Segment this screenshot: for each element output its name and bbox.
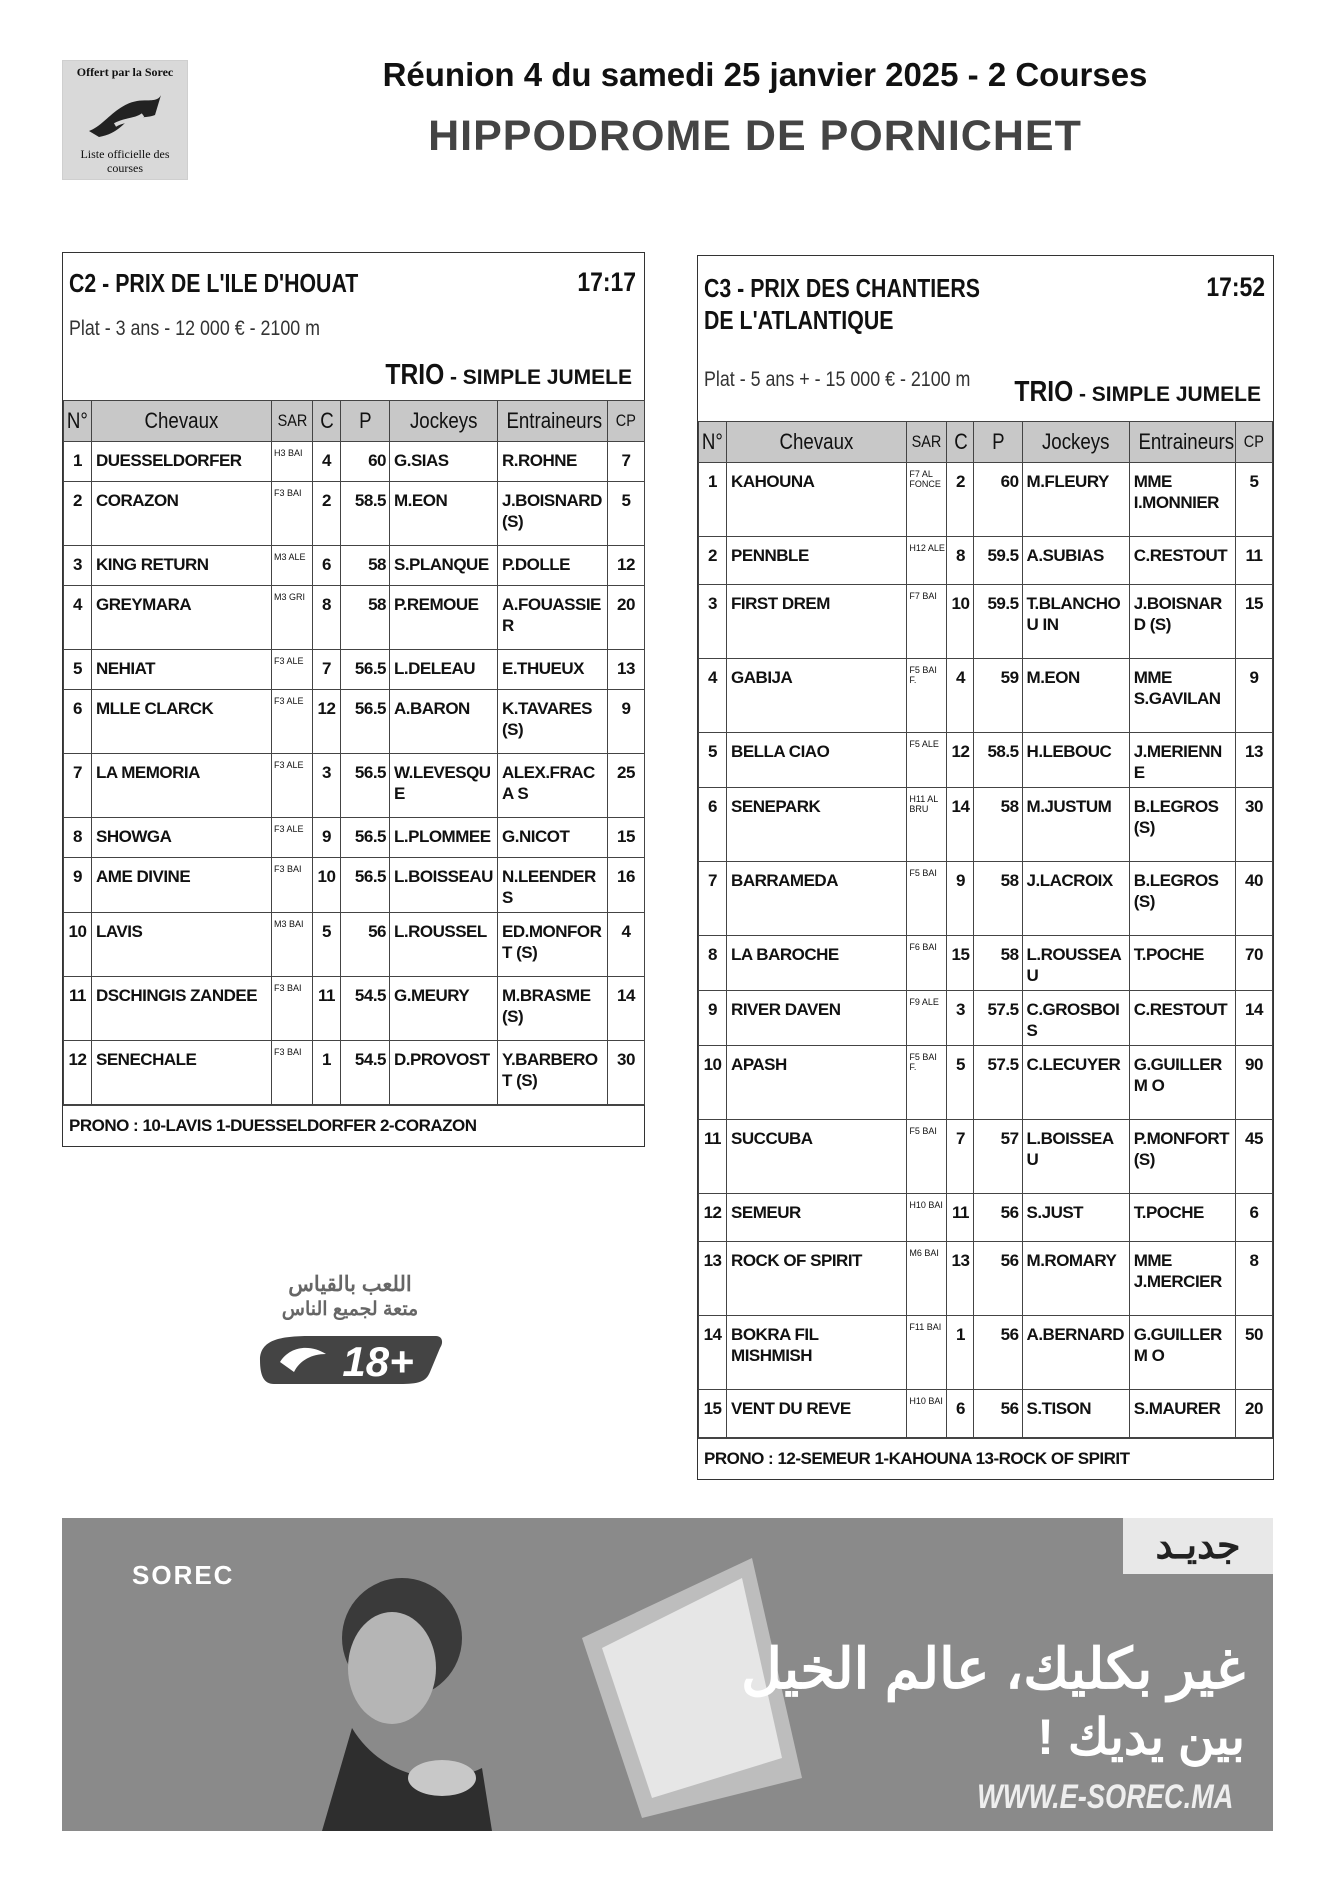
weight: 56 [341, 913, 390, 977]
stall: 1 [947, 1316, 974, 1390]
trainer: MME I.MONNIER [1129, 463, 1235, 537]
bet-trio: TRIO [385, 359, 445, 391]
prono: PRONO : 12-SEMEUR 1-KAHOUNA 13-ROCK OF SPIRIT [698, 1438, 1273, 1479]
sar-code: F3 BAI [272, 977, 313, 1041]
age-18-icon [250, 1332, 446, 1388]
runner-number: 8 [64, 818, 92, 858]
table-row [699, 1194, 1273, 1242]
col-cp: CP [1235, 422, 1272, 463]
trainer: G.GUILLERM O [1129, 1316, 1235, 1390]
table-row [699, 1046, 1273, 1120]
prono: PRONO : 10-LAVIS 1-DUESSELDORFER 2-CORAZON [63, 1105, 644, 1146]
col-num: N° [64, 401, 92, 442]
stall: 4 [947, 659, 974, 733]
weight: 56.5 [341, 754, 390, 818]
table-row [64, 818, 645, 858]
table-row [64, 442, 645, 482]
trainer: E.THUEUX [498, 650, 608, 690]
stall: 6 [313, 546, 341, 586]
runner-number: 8 [699, 936, 727, 991]
horse-name: FIRST DREM [727, 585, 907, 659]
jockey: G.MEURY [390, 977, 498, 1041]
col-cp: CP [608, 401, 645, 442]
jockey: T.BLANCHOU IN [1022, 585, 1129, 659]
sar-code: F5 BAI [907, 862, 947, 936]
sar-code: F7 AL FONCE [907, 463, 947, 537]
trainer: C.RESTOUT [1129, 537, 1235, 585]
horse-logo-icon [85, 85, 165, 145]
table-row [64, 858, 645, 913]
horse-name: AME DIVINE [92, 858, 272, 913]
bet-trio: TRIO [1014, 376, 1074, 408]
sorec-logo [62, 60, 188, 180]
col-c: C [313, 401, 341, 442]
stall: 9 [313, 818, 341, 858]
stall: 12 [947, 733, 974, 788]
table-row [699, 862, 1273, 936]
jockey: H.LEBOUC [1022, 733, 1129, 788]
horse-name: MLLE CLARCK [92, 690, 272, 754]
sar-code: H3 BAI [272, 442, 313, 482]
runner-number: 12 [64, 1041, 92, 1105]
jockey: G.SIAS [390, 442, 498, 482]
odds-cp: 8 [1235, 1242, 1272, 1316]
sar-code: F3 BAI [272, 482, 313, 546]
col-sar: SAR [272, 401, 313, 442]
race-time: 17:17 [577, 267, 636, 297]
horse-name: DUESSELDORFER [92, 442, 272, 482]
weight: 57 [974, 1120, 1022, 1194]
runner-number: 7 [699, 862, 727, 936]
odds-cp: 7 [608, 442, 645, 482]
table-row [699, 1120, 1273, 1194]
trainer: S.MAURER [1129, 1390, 1235, 1438]
stall: 12 [313, 690, 341, 754]
jockey: L.ROUSSEL [390, 913, 498, 977]
jockey: S.TISON [1022, 1390, 1129, 1438]
banner-url[interactable]: WWW.E-SOREC.MA [976, 1778, 1233, 1816]
table-header-row [64, 401, 645, 442]
table-row [699, 1390, 1273, 1438]
logo-caption-bottom: Liste officielle des courses [80, 147, 170, 175]
odds-cp: 14 [1235, 991, 1272, 1046]
sorec-banner [62, 1518, 1273, 1831]
stall: 14 [947, 788, 974, 862]
table-row [699, 463, 1273, 537]
weight: 59 [974, 659, 1022, 733]
horse-name: DSCHINGIS ZANDEE [92, 977, 272, 1041]
horse-name: GABIJA [727, 659, 907, 733]
weight: 60 [974, 463, 1022, 537]
runner-number: 10 [699, 1046, 727, 1120]
trainer: J.BOISNARD (S) [1129, 585, 1235, 659]
stall: 10 [313, 858, 341, 913]
sar-code: F5 BAI F. [907, 1046, 947, 1120]
trainer: A.FOUASSIE R [498, 586, 608, 650]
odds-cp: 40 [1235, 862, 1272, 936]
runner-number: 15 [699, 1390, 727, 1438]
weight: 56 [974, 1316, 1022, 1390]
stall: 2 [313, 482, 341, 546]
weight: 56.5 [341, 818, 390, 858]
sar-code: H12 ALE [907, 537, 947, 585]
jockey: P.REMOUE [390, 586, 498, 650]
sar-code: H11 AL BRU [907, 788, 947, 862]
responsible-gaming-badge [250, 1272, 450, 1402]
race-title: C2 - PRIX DE L'ILE D'HOUAT [69, 268, 359, 298]
weight: 56 [974, 1390, 1022, 1438]
sar-code: M3 GRI [272, 586, 313, 650]
table-row [699, 788, 1273, 862]
horse-name: VENT DU REVE [727, 1390, 907, 1438]
weight: 57.5 [974, 1046, 1022, 1120]
odds-cp: 50 [1235, 1316, 1272, 1390]
col-horse: Chevaux [92, 401, 272, 442]
sar-code: F3 ALE [272, 754, 313, 818]
runner-number: 2 [64, 482, 92, 546]
weight: 58 [974, 788, 1022, 862]
race-card-c2 [62, 252, 645, 1147]
race-card-c3 [697, 255, 1274, 1480]
horse-name: SEMEUR [727, 1194, 907, 1242]
stall: 4 [313, 442, 341, 482]
trainer: M.BRASME (S) [498, 977, 608, 1041]
weight: 60 [341, 442, 390, 482]
horse-name: NEHIAT [92, 650, 272, 690]
runner-number: 13 [699, 1242, 727, 1316]
bet-other: - SIMPLE JUMELE [444, 366, 632, 389]
odds-cp: 5 [1235, 463, 1272, 537]
jockey: M.FLEURY [1022, 463, 1129, 537]
table-row [64, 482, 645, 546]
jockey: D.PROVOST [390, 1041, 498, 1105]
col-p: P [974, 422, 1022, 463]
weight: 59.5 [974, 585, 1022, 659]
table-row [699, 1316, 1273, 1390]
stall: 9 [947, 862, 974, 936]
table-row [64, 754, 645, 818]
sar-code: M3 ALE [272, 546, 313, 586]
race-header [63, 253, 644, 400]
trainer: Y.BARBEROT (S) [498, 1041, 608, 1105]
runner-number: 1 [64, 442, 92, 482]
bet-other: - SIMPLE JUMELE [1073, 383, 1261, 406]
jockey: J.LACROIX [1022, 862, 1129, 936]
trainer: J.MERIENNE [1129, 733, 1235, 788]
stall: 5 [947, 1046, 974, 1120]
stall: 7 [313, 650, 341, 690]
weight: 56 [974, 1242, 1022, 1316]
age-label: 18+ [342, 1338, 414, 1385]
odds-cp: 30 [1235, 788, 1272, 862]
venue-title: HIPPODROME DE PORNICHET [428, 112, 1082, 160]
odds-cp: 6 [1235, 1194, 1272, 1242]
runner-number: 14 [699, 1316, 727, 1390]
table-row [64, 913, 645, 977]
jockey: L.ROUSSEAU [1022, 936, 1129, 991]
banner-slogan-1: غير بكليك، عالم الخيل [741, 1637, 1245, 1700]
runner-number: 11 [64, 977, 92, 1041]
trainer: P.MONFORT (S) [1129, 1120, 1235, 1194]
table-row [64, 977, 645, 1041]
banner-new-tag: جديـد [1123, 1518, 1273, 1574]
odds-cp: 9 [608, 690, 645, 754]
weight: 58.5 [974, 733, 1022, 788]
weight: 58 [974, 862, 1022, 936]
jockey: M.EON [1022, 659, 1129, 733]
jockey: S.JUST [1022, 1194, 1129, 1242]
weight: 58 [341, 546, 390, 586]
col-p: P [341, 401, 390, 442]
sar-code: M3 BAI [272, 913, 313, 977]
weight: 54.5 [341, 1041, 390, 1105]
trainer: MME S.GAVILAN [1129, 659, 1235, 733]
race-title: C3 - PRIX DES CHANTIERS DE L'ATLANTIQUE [704, 273, 981, 335]
col-jockey: Jockeys [1022, 422, 1129, 463]
runner-number: 6 [64, 690, 92, 754]
stall: 6 [947, 1390, 974, 1438]
stall: 15 [947, 936, 974, 991]
odds-cp: 4 [608, 913, 645, 977]
runner-number: 9 [64, 858, 92, 913]
trainer: ALEX.FRACA S [498, 754, 608, 818]
odds-cp: 20 [608, 586, 645, 650]
odds-cp: 25 [608, 754, 645, 818]
trainer: ED.MONFORT (S) [498, 913, 608, 977]
weight: 56 [974, 1194, 1022, 1242]
table-row [699, 537, 1273, 585]
stall: 13 [947, 1242, 974, 1316]
trainer: T.POCHE [1129, 1194, 1235, 1242]
table-header-row [699, 422, 1273, 463]
weight: 57.5 [974, 991, 1022, 1046]
odds-cp: 20 [1235, 1390, 1272, 1438]
horse-name: LAVIS [92, 913, 272, 977]
sar-code: F5 BAI [907, 1120, 947, 1194]
odds-cp: 13 [1235, 733, 1272, 788]
table-row [699, 991, 1273, 1046]
stall: 11 [947, 1194, 974, 1242]
horse-name: SENEPARK [727, 788, 907, 862]
sar-code: F3 ALE [272, 650, 313, 690]
horse-name: APASH [727, 1046, 907, 1120]
jockey: A.BERNARD [1022, 1316, 1129, 1390]
trainer: B.LEGROS (S) [1129, 788, 1235, 862]
jockey: M.ROMARY [1022, 1242, 1129, 1316]
sar-code: H10 BAI [907, 1194, 947, 1242]
stall: 3 [947, 991, 974, 1046]
sar-code: F3 ALE [272, 818, 313, 858]
sar-code: F11 BAI [907, 1316, 947, 1390]
trainer: P.DOLLE [498, 546, 608, 586]
col-c: C [947, 422, 974, 463]
runner-number: 12 [699, 1194, 727, 1242]
sar-code: F9 ALE [907, 991, 947, 1046]
sar-code: F5 ALE [907, 733, 947, 788]
trainer: C.RESTOUT [1129, 991, 1235, 1046]
jockey: M.JUSTUM [1022, 788, 1129, 862]
banner-slogan-2: بين يديك ! [1037, 1709, 1245, 1765]
jockey: C.GROSBOIS [1022, 991, 1129, 1046]
odds-cp: 11 [1235, 537, 1272, 585]
col-num: N° [699, 422, 727, 463]
jockey: L.BOISSEAU [390, 858, 498, 913]
runner-number: 6 [699, 788, 727, 862]
race-bet-types [1004, 376, 1261, 409]
stall: 8 [313, 586, 341, 650]
weight: 59.5 [974, 537, 1022, 585]
meeting-title: Réunion 4 du samedi 25 janvier 2025 - 2 Courses [382, 56, 1148, 93]
col-horse: Chevaux [727, 422, 907, 463]
jockey: M.EON [390, 482, 498, 546]
trainer: G.GUILLERM O [1129, 1046, 1235, 1120]
odds-cp: 15 [1235, 585, 1272, 659]
runner-number: 11 [699, 1120, 727, 1194]
horse-name: RIVER DAVEN [727, 991, 907, 1046]
race-conditions: Plat - 3 ans - 12 000 € - 2100 m [69, 317, 321, 340]
table-row [64, 650, 645, 690]
weight: 56.5 [341, 690, 390, 754]
odds-cp: 15 [608, 818, 645, 858]
runner-number: 3 [699, 585, 727, 659]
table-row [64, 1041, 645, 1105]
jockey: A.BARON [390, 690, 498, 754]
horse-name: LA BAROCHE [727, 936, 907, 991]
horse-name: CORAZON [92, 482, 272, 546]
horse-name: SHOWGA [92, 818, 272, 858]
trainer: B.LEGROS (S) [1129, 862, 1235, 936]
horse-name: BOKRA FIL MISHMISH [727, 1316, 907, 1390]
col-trainer: Entraineurs [1129, 422, 1235, 463]
odds-cp: 14 [608, 977, 645, 1041]
runner-number: 2 [699, 537, 727, 585]
sar-code: F6 BAI [907, 936, 947, 991]
trainer: G.NICOT [498, 818, 608, 858]
runners-table [698, 421, 1273, 1438]
odds-cp: 70 [1235, 936, 1272, 991]
runner-number: 5 [699, 733, 727, 788]
trainer: MME J.MERCIER [1129, 1242, 1235, 1316]
table-row [699, 733, 1273, 788]
table-row [699, 659, 1273, 733]
col-jockey: Jockeys [390, 401, 498, 442]
logo-caption-top: Offert par la Sorec [76, 65, 174, 79]
horse-name: KING RETURN [92, 546, 272, 586]
horse-name: KAHOUNA [727, 463, 907, 537]
sar-code: M6 BAI [907, 1242, 947, 1316]
sar-code: H10 BAI [907, 1390, 947, 1438]
table-row [699, 585, 1273, 659]
horse-name: ROCK OF SPIRIT [727, 1242, 907, 1316]
stall: 5 [313, 913, 341, 977]
weight: 56.5 [341, 650, 390, 690]
jockey: L.PLOMMEE [390, 818, 498, 858]
race-conditions: Plat - 5 ans + - 15 000 € - 2100 m [704, 368, 971, 391]
horse-name: SENECHALE [92, 1041, 272, 1105]
jockey: S.PLANQUE [390, 546, 498, 586]
runner-number: 3 [64, 546, 92, 586]
race-time: 17:52 [1206, 272, 1265, 302]
jockey: A.SUBIAS [1022, 537, 1129, 585]
table-row [64, 690, 645, 754]
col-sar: SAR [907, 422, 947, 463]
weight: 58 [974, 936, 1022, 991]
horse-name: PENNBLE [727, 537, 907, 585]
odds-cp: 5 [608, 482, 645, 546]
table-row [699, 1242, 1273, 1316]
stall: 2 [947, 463, 974, 537]
trainer: N.LEENDERS [498, 858, 608, 913]
race-header [698, 256, 1273, 421]
sar-code: F3 ALE [272, 690, 313, 754]
stall: 11 [313, 977, 341, 1041]
stall: 3 [313, 754, 341, 818]
stall: 1 [313, 1041, 341, 1105]
runner-number: 5 [64, 650, 92, 690]
runner-number: 4 [699, 659, 727, 733]
jockey: L.BOISSEAU [1022, 1120, 1129, 1194]
badge-line-1: اللعب بالقياس [288, 1273, 412, 1296]
trainer: R.ROHNE [498, 442, 608, 482]
table-row [699, 936, 1273, 991]
badge-line-2: متعة لجميع الناس [281, 1299, 419, 1320]
race-bet-types [375, 359, 632, 392]
sar-code: F7 BAI [907, 585, 947, 659]
odds-cp: 13 [608, 650, 645, 690]
runner-number: 9 [699, 991, 727, 1046]
weight: 54.5 [341, 977, 390, 1041]
stall: 8 [947, 537, 974, 585]
runner-number: 1 [699, 463, 727, 537]
sar-code: F3 BAI [272, 1041, 313, 1105]
table-row [64, 546, 645, 586]
horse-name: LA MEMORIA [92, 754, 272, 818]
weight: 58 [341, 586, 390, 650]
runner-number: 4 [64, 586, 92, 650]
sar-code: F5 BAI F. [907, 659, 947, 733]
runner-number: 10 [64, 913, 92, 977]
stall: 7 [947, 1120, 974, 1194]
weight: 56.5 [341, 858, 390, 913]
trainer: T.POCHE [1129, 936, 1235, 991]
jockey: W.LEVESQUE [390, 754, 498, 818]
jockey: C.LECUYER [1022, 1046, 1129, 1120]
stall: 10 [947, 585, 974, 659]
banner-brand: SOREC [132, 1560, 235, 1590]
odds-cp: 90 [1235, 1046, 1272, 1120]
runners-table [63, 400, 645, 1105]
odds-cp: 16 [608, 858, 645, 913]
odds-cp: 30 [608, 1041, 645, 1105]
sar-code: F3 BAI [272, 858, 313, 913]
weight: 58.5 [341, 482, 390, 546]
odds-cp: 12 [608, 546, 645, 586]
col-trainer: Entraineurs [498, 401, 608, 442]
trainer: J.BOISNARD (S) [498, 482, 608, 546]
odds-cp: 9 [1235, 659, 1272, 733]
horse-name: SUCCUBA [727, 1120, 907, 1194]
table-row [64, 586, 645, 650]
jockey: L.DELEAU [390, 650, 498, 690]
horse-name: BELLA CIAO [727, 733, 907, 788]
horse-name: BARRAMEDA [727, 862, 907, 936]
runner-number: 7 [64, 754, 92, 818]
trainer: K.TAVARES (S) [498, 690, 608, 754]
odds-cp: 45 [1235, 1120, 1272, 1194]
horse-name: GREYMARA [92, 586, 272, 650]
